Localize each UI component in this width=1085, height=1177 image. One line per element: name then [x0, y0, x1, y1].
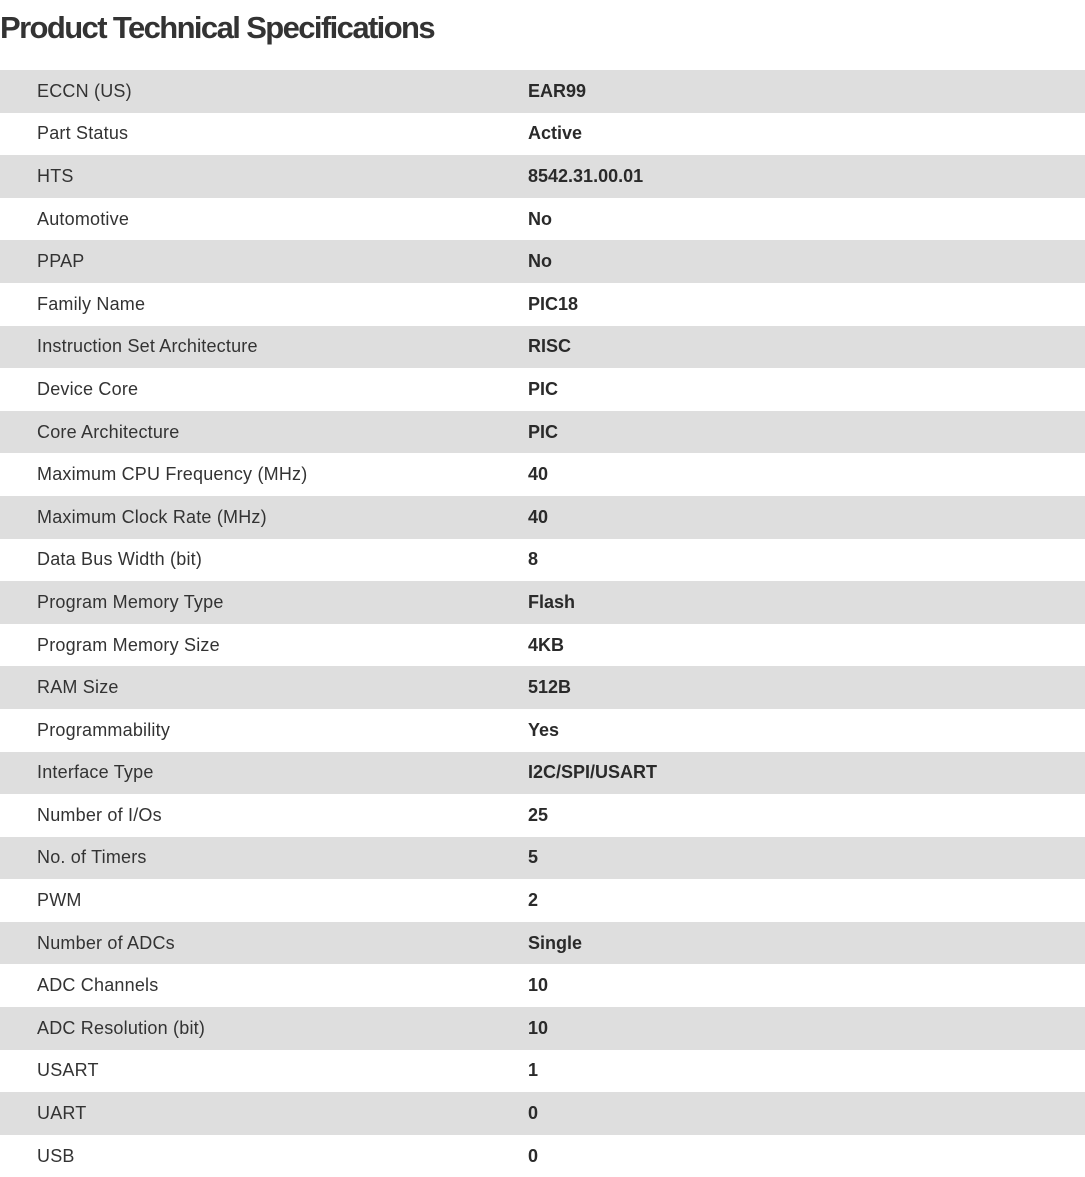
spec-value: 2 — [528, 890, 539, 911]
spec-row — [0, 964, 1085, 1007]
spec-value: 40 — [528, 506, 549, 527]
spec-row — [0, 922, 1085, 965]
spec-value: 4KB — [528, 634, 565, 655]
spec-row — [0, 155, 1085, 198]
spec-label: Automotive — [37, 208, 130, 229]
spec-row — [0, 113, 1085, 156]
spec-label: Interface Type — [37, 762, 154, 783]
spec-row — [0, 1050, 1085, 1093]
spec-row — [0, 240, 1085, 283]
spec-row — [0, 539, 1085, 582]
spec-label: Device Core — [37, 378, 139, 399]
spec-row — [0, 198, 1085, 241]
spec-value: 1 — [528, 1060, 539, 1081]
spec-label: USART — [37, 1060, 99, 1081]
spec-label: Maximum Clock Rate (MHz) — [37, 506, 267, 527]
spec-label: HTS — [37, 165, 74, 186]
spec-label: Data Bus Width (bit) — [37, 549, 203, 570]
spec-row — [0, 794, 1085, 837]
spec-label: PPAP — [37, 251, 85, 272]
spec-table-body — [0, 70, 1085, 1177]
spec-row — [0, 624, 1085, 667]
spec-value: 8542.31.00.01 — [528, 165, 644, 186]
spec-value: No — [528, 208, 552, 229]
spec-row — [0, 70, 1085, 113]
spec-row — [0, 283, 1085, 326]
spec-label: Number of I/Os — [37, 804, 162, 825]
spec-label: Program Memory Type — [37, 591, 224, 612]
page-title: Product Technical Specifications — [0, 10, 435, 45]
spec-row — [0, 1135, 1085, 1177]
spec-row — [0, 326, 1085, 369]
spec-row — [0, 709, 1085, 752]
spec-value: 8 — [528, 549, 539, 570]
spec-table — [0, 70, 1085, 1177]
spec-label: UART — [37, 1103, 87, 1124]
spec-label: Number of ADCs — [37, 932, 175, 953]
spec-value: I2C/SPI/USART — [528, 762, 658, 783]
spec-value: PIC18 — [528, 293, 579, 314]
spec-label: RAM Size — [37, 677, 119, 698]
spec-label: Instruction Set Architecture — [37, 336, 258, 357]
spec-value: PIC — [528, 378, 559, 399]
spec-value: 0 — [528, 1145, 539, 1166]
spec-label: PWM — [37, 890, 82, 911]
spec-row — [0, 411, 1085, 454]
spec-label: ADC Channels — [37, 975, 159, 996]
spec-row — [0, 837, 1085, 880]
spec-value: 5 — [528, 847, 539, 868]
spec-row — [0, 496, 1085, 539]
spec-label: ADC Resolution (bit) — [37, 1017, 206, 1038]
spec-value: No — [528, 251, 552, 272]
spec-label: ECCN (US) — [37, 80, 132, 101]
spec-value: 10 — [528, 975, 549, 996]
spec-row — [0, 1007, 1085, 1050]
spec-value: Yes — [528, 719, 560, 740]
spec-row — [0, 879, 1085, 922]
spec-label: Programmability — [37, 719, 171, 740]
spec-value: 512B — [528, 677, 572, 698]
spec-label: Core Architecture — [37, 421, 180, 442]
spec-value: Active — [528, 123, 583, 144]
spec-value: EAR99 — [528, 80, 587, 101]
spec-row — [0, 368, 1085, 411]
spec-row — [0, 581, 1085, 624]
spec-value: Single — [528, 932, 583, 953]
spec-label: Maximum CPU Frequency (MHz) — [37, 464, 308, 485]
spec-value: RISC — [528, 336, 572, 357]
spec-row — [0, 666, 1085, 709]
spec-value: Flash — [528, 591, 576, 612]
spec-value: 10 — [528, 1017, 549, 1038]
spec-label: No. of Timers — [37, 847, 147, 868]
spec-label: USB — [37, 1145, 75, 1166]
spec-label: Program Memory Size — [37, 634, 220, 655]
spec-row — [0, 1092, 1085, 1135]
spec-value: PIC — [528, 421, 559, 442]
spec-label: Part Status — [37, 123, 129, 144]
spec-value: 25 — [528, 804, 549, 825]
spec-value: 0 — [528, 1103, 539, 1124]
spec-row — [0, 453, 1085, 496]
spec-row — [0, 752, 1085, 795]
spec-value: 40 — [528, 464, 549, 485]
spec-label: Family Name — [37, 293, 146, 314]
